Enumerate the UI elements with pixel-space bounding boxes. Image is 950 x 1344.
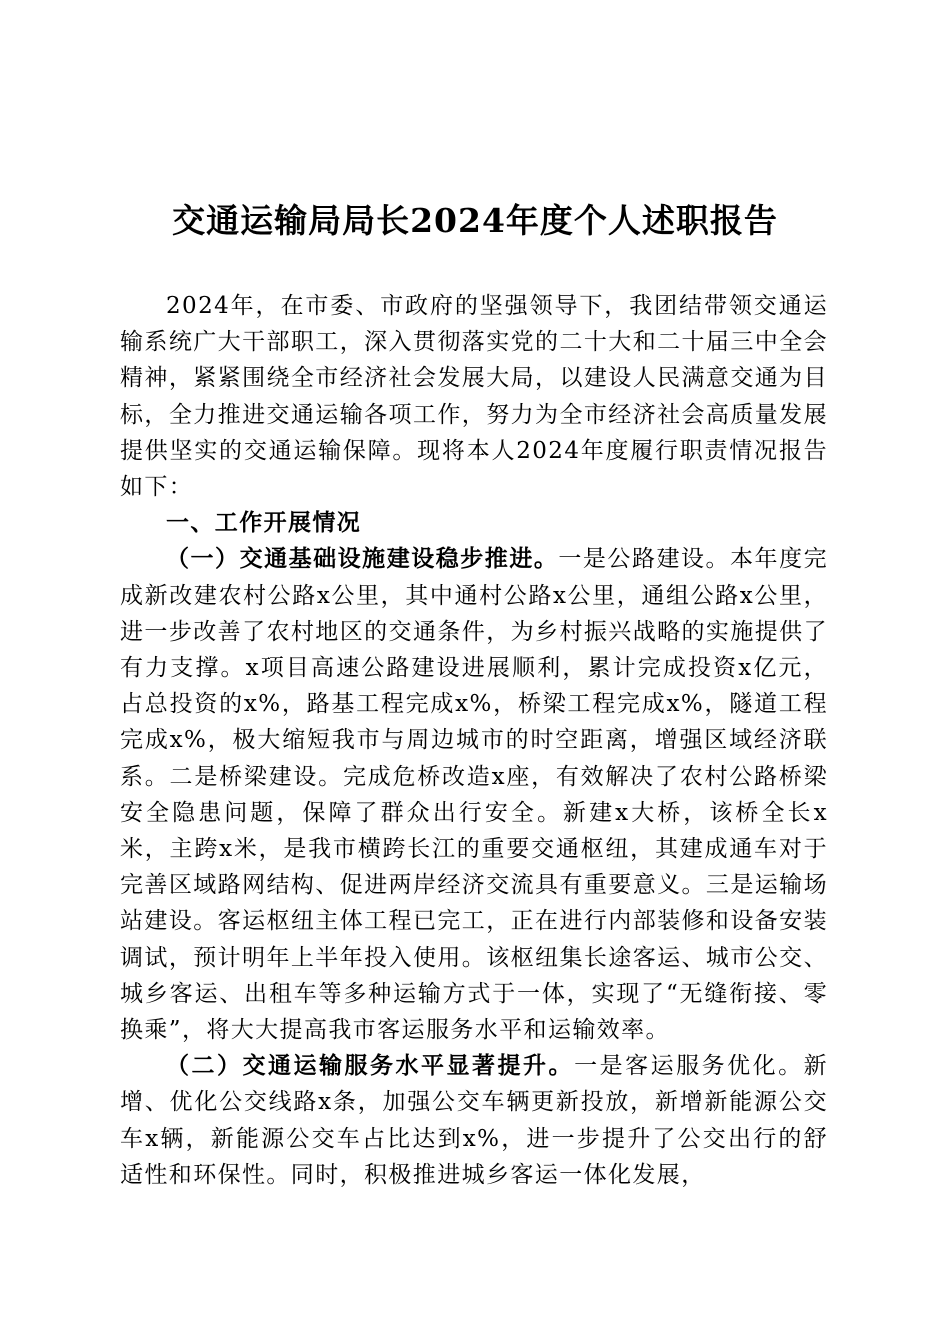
subheading-infrastructure: （一）交通基础设施建设稳步推进。 [166,545,559,573]
paragraph-infrastructure-body: 一是公路建设。本年度完成新改建农村公路x公里，其中通村公路x公里，通组公路x公里，进一步改善了农村地区的交通条件，为乡村振兴战略的实施提供了有力支撑。x项目高速公路建设进展顺利，累计完成投资x亿元，占总投资的x%，路基工程完成x%，桥梁工程完成x%，隧道工程完成x%，极大缩短我市与周边城市的时空距离，增强区域经济联系。二是桥梁建设。完成危桥改造x座，有效解决了农村公路桥梁安全隐患问题，保障了群众出行安全。新建x大桥，该桥全长x米，主跨x米，是我市横跨长江的重要交通枢纽，其建成通车对于完善区域路网结构、促进两岸经济交流具有重要意义。三是运输场站建设。客运枢纽主体工程已完工，正在进行内部装修和设备安装调试，预计明年上半年投入使用。该枢纽集长途客运、城市公交、城乡客运、出租车等多种运输方式于一体，实现了“无缝衔接、零换乘”，将大大提高我市客运服务水平和运输效率。 [120,546,829,1044]
paragraph-service-body: 一是客运服务优化。新增、优化公交线路x条，加强公交车辆更新投放，新增新能源公交车x辆，新能源公交车占比达到x%，进一步提升了公交出行的舒适性和环保性。同时，积极推进城乡客运一体化发展， [120,1053,828,1188]
subheading-service: （二）交通运输服务水平显著提升。 [166,1052,575,1080]
paragraph-infrastructure [120,541,828,1048]
intro-paragraph: 2024年，在市委、市政府的坚强领导下，我团结带领交通运输系统广大干部职工，深入贯彻落实党的二十大和二十届三中全会精神，紧紧围绕全市经济社会发展大局，以建设人民满意交通为目标，全力推进交通运输各项工作，努力为全市经济社会高质量发展提供坚实的交通运输保障。现将本人2024年度履行职责情况报告如下： [120,293,828,501]
paragraph-service [120,1048,828,1193]
document-title: 交通运输局局长2024年度个人述职报告 [172,201,778,240]
document-body [120,288,828,1193]
section-heading-work-progress: 一、工作开展情况 [166,510,362,537]
